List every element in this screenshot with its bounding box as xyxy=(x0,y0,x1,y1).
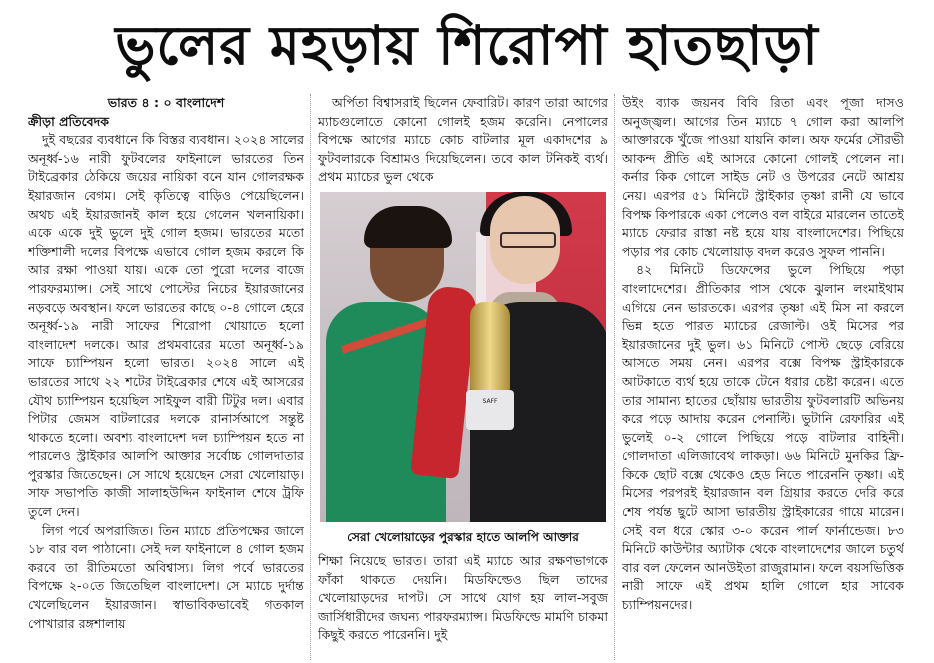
column-3 xyxy=(622,94,904,660)
paragraph: ৪২ মিনিটে ডিফেন্সের ভুলে পিছিয়ে পড়া বাংলাদেশের। প্রীতিকার পাস থেকে ঝুলান লংমাইথাম এগিয়ে নেন ভারতকে। এরপর তৃষ্ণা এই মিস না করলে ভিন্ন হতে পারত ম্যাচের রেজাল্ট। ওই মিসের পর ইয়ারজানের দুই ভুল। ৬১ মিনিটে পোস্ট ছেড়ে বেরিয়ে আসতে সময় নেন। এরপর বক্সে বিপক্ষ স্ট্রাইকারকে আটকাতে ব্যর্থ হয়ে তাকে টেনে ধরার চেষ্টা করেন। এতে তার সামান্য হাতের ছোঁয়ায় ভারতীয় ফুটবলারটি অভিনয় করে পড়ে আদায় করেন পেনাল্টি। ভুটানি রেফারির এই ভুলেই ০-২ গোলে পিছিয়ে পড়ে বাটলার বাহিনী। গোলদাতা এলিজাবেথ লাকড়া। ৬৬ মিনিটে মুনকির ফ্রি-কিকে ছোট বক্সে থেকেও হেড নিতে পারেননি তৃষ্ণা। এই মিসের পরপরই ইয়ারজান বল গ্রিয়ার করতে দেরি করে শেষ পর্যন্ত ছুটে আসা ভারতীয় স্ট্রাইকারের গায়ে মারেন। সেই বল ধরে স্কোর ৩-০ করেন পার্ল ফার্নান্ডেজ। ৮৩ মিনিটে কাউন্টার অ্যাটাক থেকে বাংলাদেশের জালে চতুর্থ বার বল ফেলেন আনউইতা রাজুরামান। ফলে বয়সভিত্তিক নারী সাফে এই প্রথম হালি গোলে হার সাবেক চ্যাম্পিয়নদের। xyxy=(622,262,904,613)
paragraph: দুই বছরের ব্যবধানে কি বিস্তর ব্যবধান। ২০২৪ সালের অনূর্ধ্ব-১৬ নারী ফুটবলের ফাইনালে ভারতের তিন টাইব্রেকার ঠেকিয়ে জয়ের নায়িকা বনে যান গোলরক্ষক ইয়ারজান বেগম। সেই কৃতিত্বে বাড়িও পেয়েছিলেন। অথচ এই ইয়ারজানই কাল হয়ে গেলেন খলনায়িকা। একে একে দুই ভুলে দুই গোল হজম। ভারতের মতো শক্তিশালী দলের বিপক্ষে এভাবে গোল হজম করলে কি আর রক্ষা পাওয়া যায়। একে তো পুরো দলের বাজে পারফরম্যান্স। সেই সাথে পোস্টের নিচের ইয়ারজানের নড়বড়ে অবস্থান। ফলে ভারতের কাছে ০-৪ গোলে হেরে অনূর্ধ্ব-১৯ নারী সাফের শিরোপা খোয়াতে হলো বাংলাদেশ দলকে। আর প্রথমবারের মতো অনূর্ধ্ব-১৯ সাফে চ্যাম্পিয়ন হলো ভারত। ২০২৪ সালে এই ভারতের সাথে ২২ শটের টাইব্রেকার শেষে এই আসরের যৌথ চ্যাম্পিয়ন হয়েছিল সাইফুল বারী টিটুর দল। এবার পিটার জেমস বাটলারের দলকে রানার্সআপে সন্তুষ্ট থাকতে হলো। অবশ্য বাংলাদেশ দল চ্যাম্পিয়ন হতে না পারলেও স্ট্রাইকার আলপি আক্তার সর্বোচ্চ গোলদাতার পুরস্কার জিতেছেন। সে সাথে হয়েছেন সেরা খেলোয়াড়। সাফ সভাপতি কাজী সালাহউদ্দিন ফাইনাল শেষে ট্রফি তুলে দেন। xyxy=(28,132,304,520)
paragraph: অর্পিতা বিশ্বাসরাই ছিলেন ফেবারিট। কারণ তারা আগের ম্যাচগুলোতে কোনো গোলই হজম করেনি। নেপালের বিপক্ষে আগের ম্যাচে কোচ বাটলার মূল একাদশের ৯ ফুটবলারকে বিশ্রামও দিয়েছিলেন। তবে কাল টনিকই ব্যর্থ। প্রথম ম্যাচের ভুল থেকে xyxy=(318,95,608,185)
column-2-continued xyxy=(318,552,608,660)
column-divider-1 xyxy=(310,94,311,660)
column-divider-2 xyxy=(614,94,615,660)
column-1 xyxy=(28,94,304,660)
trophy-icon xyxy=(470,302,510,392)
award-photo xyxy=(320,192,606,522)
paragraph: লিগ পর্বে অপরাজিত। তিন ম্যাচে প্রতিপক্ষের জালে ১৮ বার বল পাঠানো। সেই দল ফাইনালে ৪ গোল হজম করবে তা রীতিমতো অবিশ্বাস্য। লিগ পর্বে ভারতের বিপক্ষে ২-০তে জিতেছিল বাংলাদেশ। সে ম্যাচে দুর্দান্ত খেলেছিলেন ইয়ারজান। স্বাভাবিকভাবেই গতকাল পোখারার রঙ্গশালায় xyxy=(28,522,304,631)
match-score: ভারত ৪ : ০ বাংলাদেশ xyxy=(107,95,225,110)
player-hair xyxy=(364,206,452,248)
byline: ক্রীড়া প্রতিবেদক xyxy=(28,113,110,129)
glasses-icon xyxy=(500,232,556,248)
trophy-label: SAFF xyxy=(482,398,498,405)
photo-caption: সেরা খেলোয়াড়ের পুরস্কার হাতে আলপি আক্তার xyxy=(320,522,606,552)
trophy-base xyxy=(466,390,514,430)
paragraph: উইং ব্যাক জয়নব বিবি রিতা এবং পূজা দাসও অনুজ্জ্বল। আগের তিন ম্যাচে ৭ গোল করা আলপি আক্তারকে খুঁজে পাওয়া যায়নি কাল। অফ ফর্মের সৌরভী আকন্দ প্রীতি এই আসরে কোনো গোলই পেলেন না। কর্নার কিক গোলে সাইড নেট ও উপরের নেটে আশ্রয় নেয়। এরপর ৫১ মিনিটে স্ট্রাইকার তৃষ্ণা রানী যে ভাবে বিপক্ষ কিপারকে একা পেলেও বল বাইরে মারলেন তাতেই ম্যাচে ফেরার রাস্তা নষ্ট হয়ে যায় বাংলাদেশের। পিছিয়ে পড়ার পর কোচ খেলোয়াড় বদল করেও সুফল পাননি। xyxy=(622,95,904,259)
headline: ভুলের মহড়ায় শিরোপা হাতছাড়া xyxy=(115,14,819,77)
paragraph: শিক্ষা নিয়েছে ভারত। তারা এই ম্যাচে আর রক্ষণভাগকে ফাঁকা থাকতে দেয়নি। মিডফিল্ডেও ছিল তাদের খেলোয়াড়দের দাপট। সে সাথে যোগ হয় লাল-সবুজ জার্সিধারীদের জঘন্য পারফরম্যান্স। মিডফিল্ডে মামণি চাকমা কিছুই করতে পারেননি। দুই xyxy=(318,553,608,643)
